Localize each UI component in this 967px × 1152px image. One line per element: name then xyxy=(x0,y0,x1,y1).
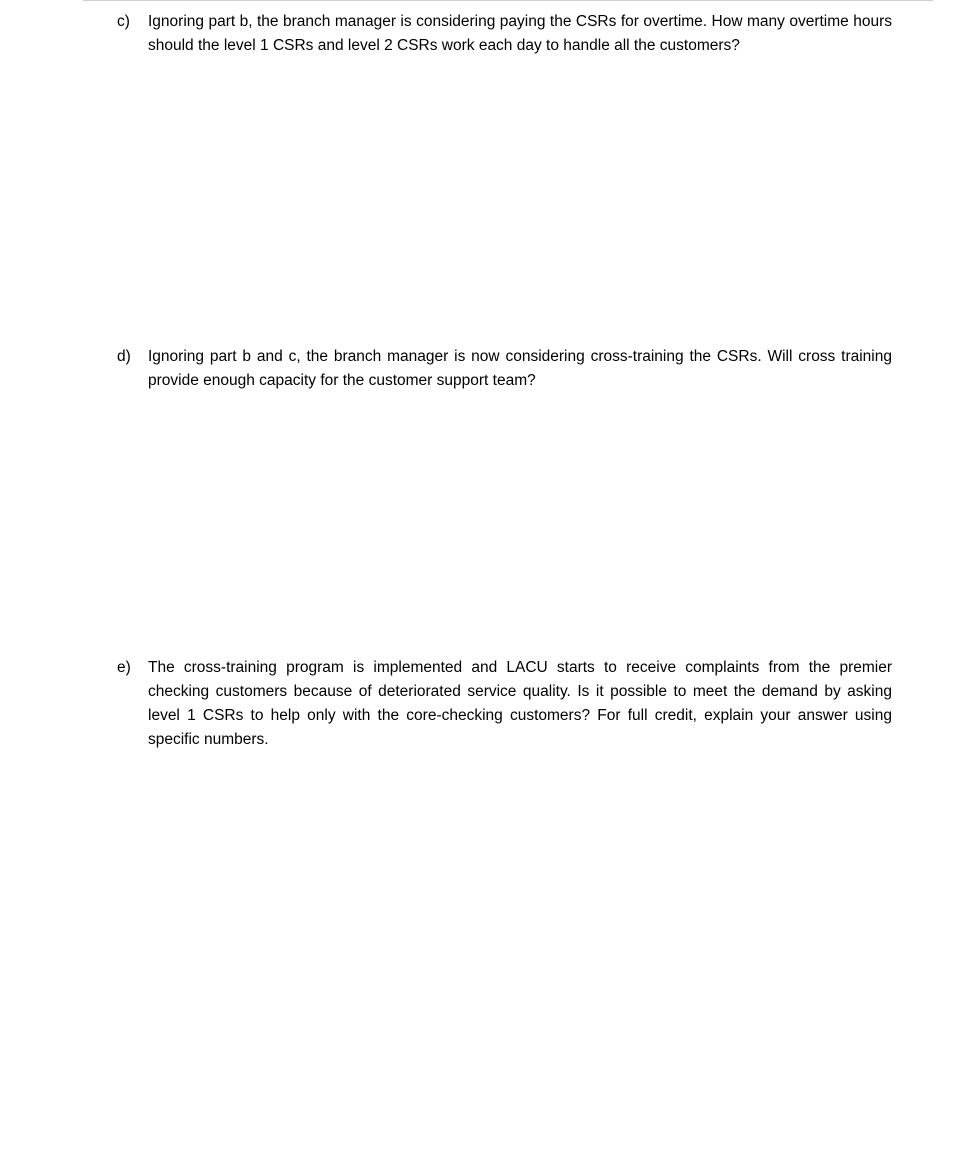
question-c xyxy=(117,10,892,58)
question-e-text: The cross-training program is implemented and LACU starts to receive complaints from the premier checking customers because of deteriorated service quality. Is it possible to meet the demand by asking level 1 CSRs to help only with the core-checking customers? For full credit, explain your answer using specific numbers. xyxy=(148,659,892,748)
question-d-label: d) xyxy=(117,348,131,365)
question-e-label: e) xyxy=(117,659,131,676)
question-c-text: Ignoring part b, the branch manager is considering paying the CSRs for overtime. How many overtime hours should the level 1 CSRs and level 2 CSRs work each day to handle all the customers? xyxy=(148,13,892,54)
question-d xyxy=(117,345,892,393)
question-c-label: c) xyxy=(117,13,130,30)
question-d-text: Ignoring part b and c, the branch manager is now considering cross-training the CSRs. Will cross training provide enough capacity for the customer support team? xyxy=(148,348,892,389)
question-e xyxy=(117,656,892,752)
page-top-rule xyxy=(83,0,933,1)
